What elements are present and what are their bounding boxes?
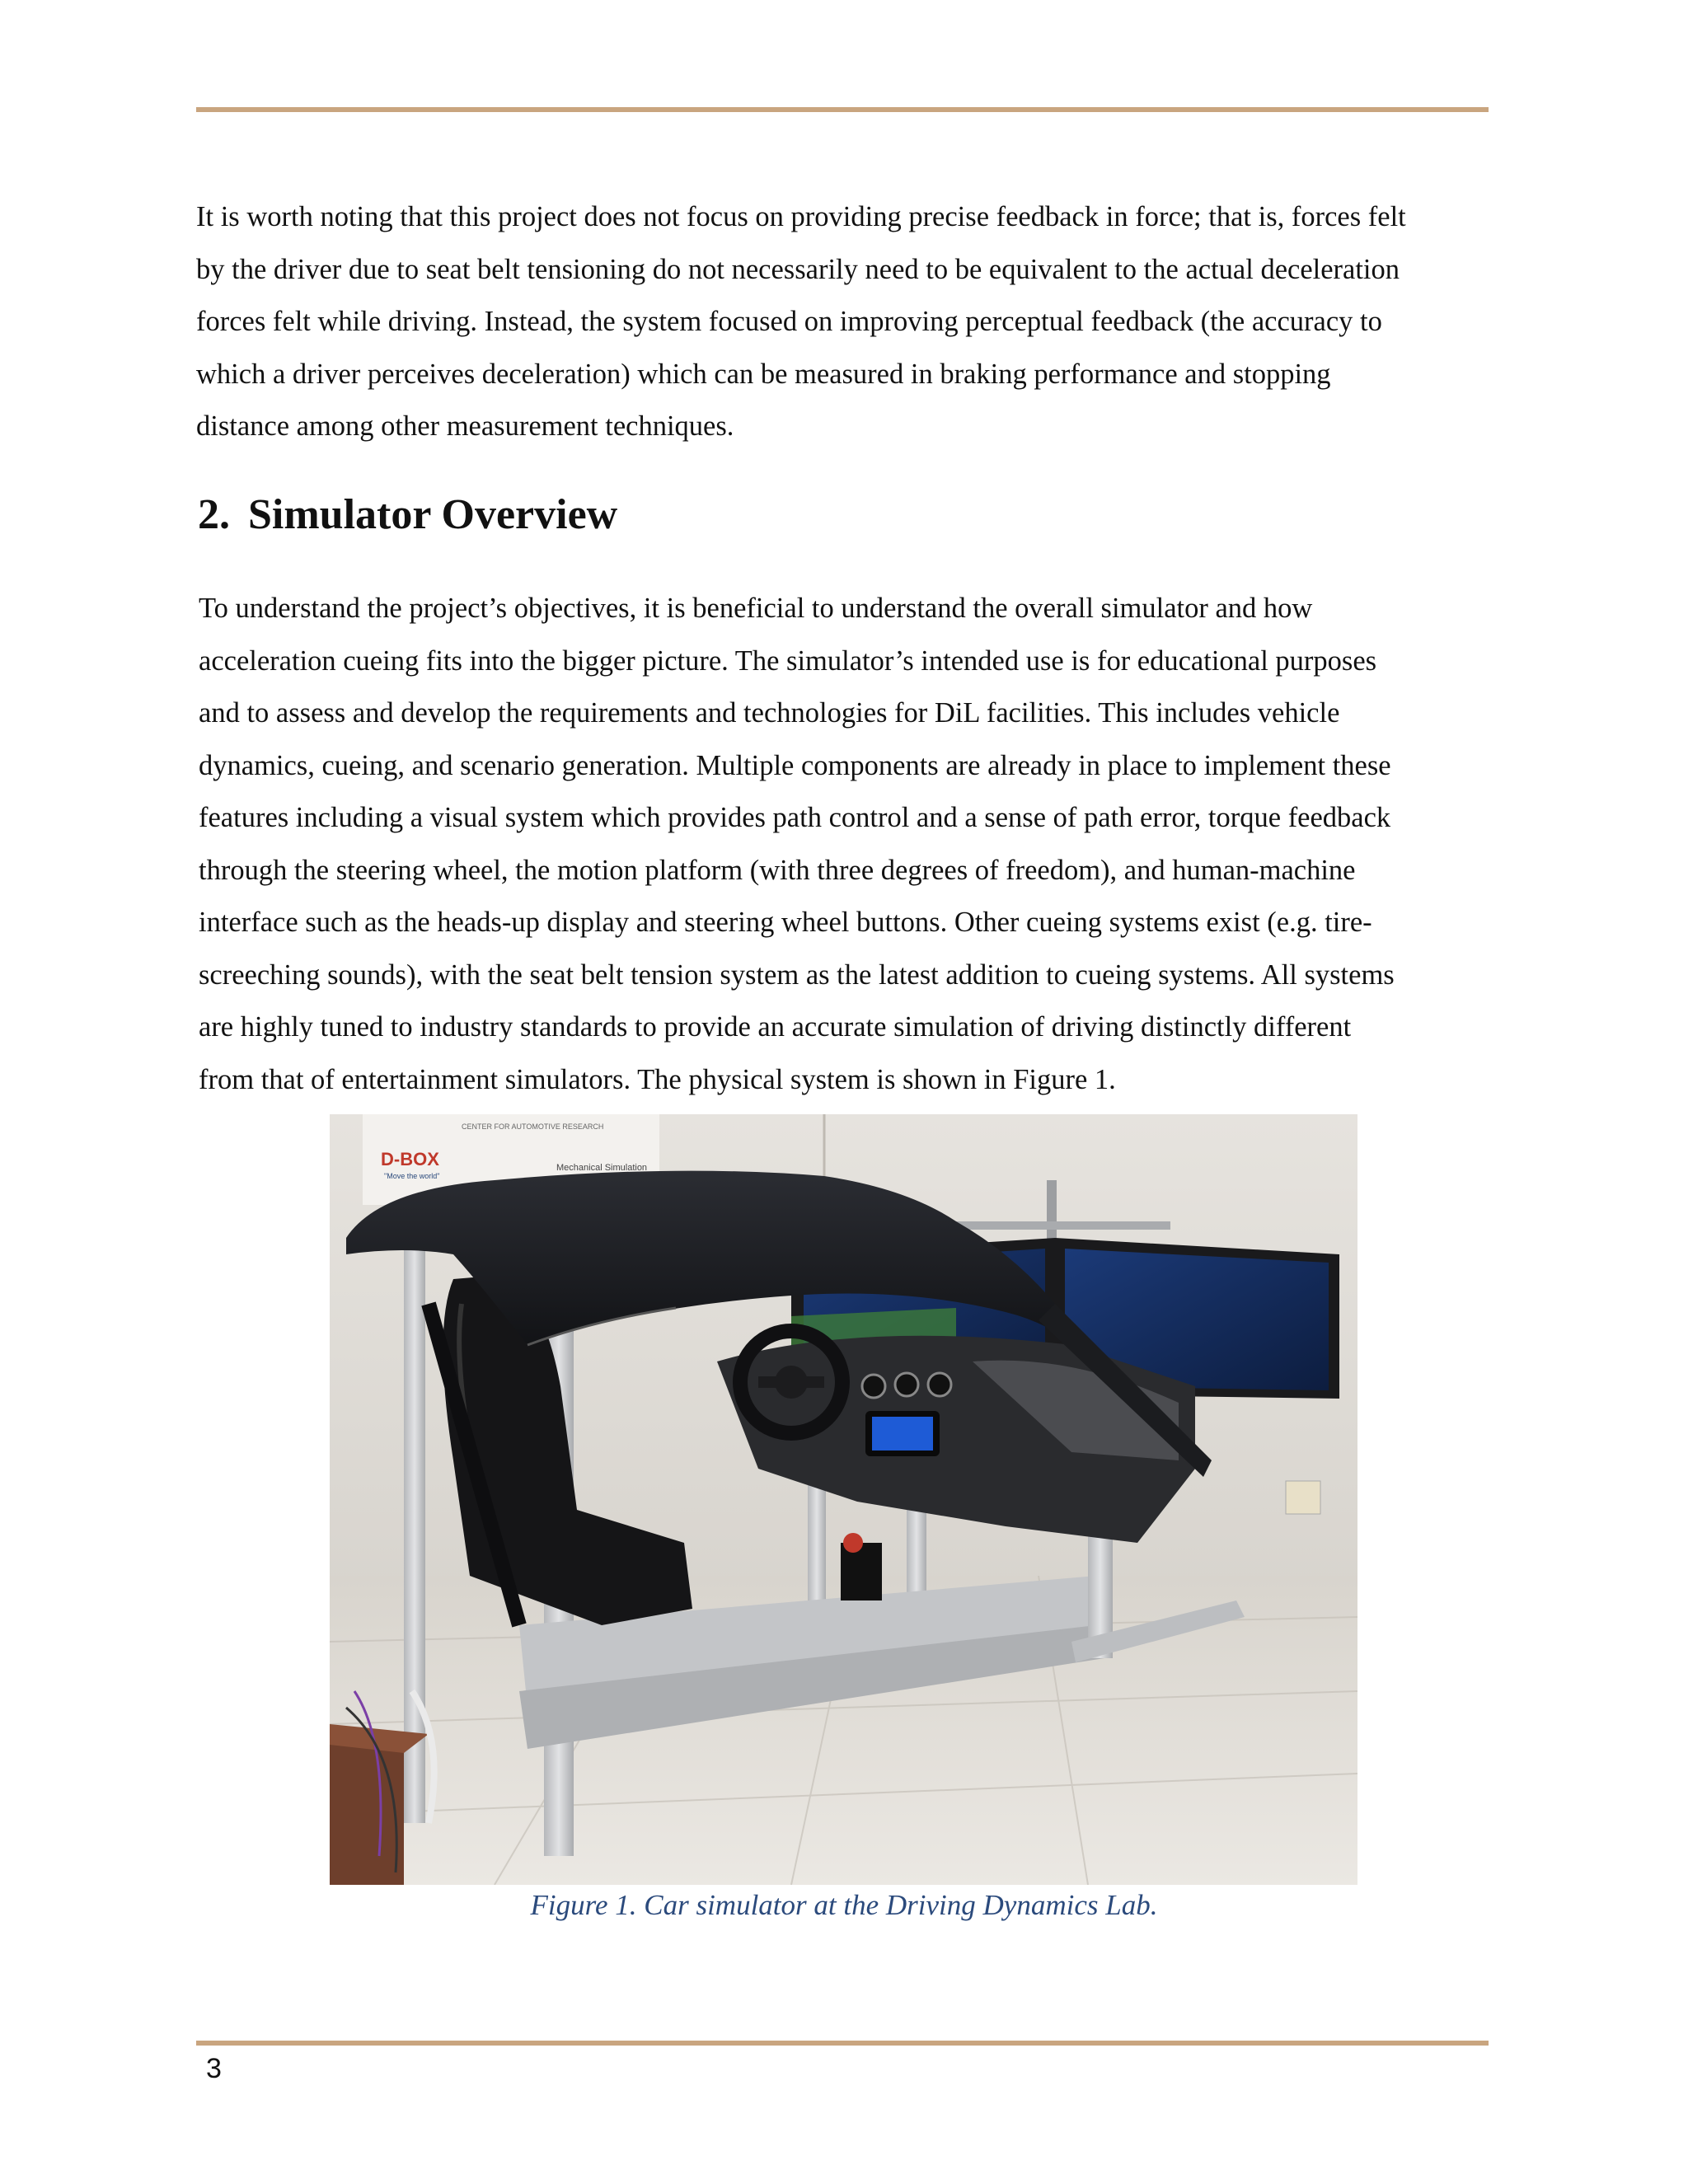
paragraph-line: by the driver due to seat belt tensioning do not necessarily need to be equivalent to the actual deceleration <box>196 253 1400 285</box>
paragraph-line: To understand the project’s objectives, it is beneficial to understand the overall simulator and how <box>199 593 1313 624</box>
paragraph-line: which a driver perceives deceleration) which can be measured in braking performance and stopping <box>196 358 1331 390</box>
poster-center-text: CENTER FOR AUTOMOTIVE RESEARCH <box>462 1122 604 1131</box>
poster-mechanical-text: Mechanical Simulation <box>556 1163 648 1173</box>
page-number: 3 <box>206 2053 222 2084</box>
paragraph-line: interface such as the heads-up display and steering wheel buttons. Other cueing systems exist (e.g. tire- <box>199 907 1372 938</box>
simulator-photo <box>330 1114 1357 1885</box>
section-heading <box>198 486 617 544</box>
paragraph-line: dynamics, cueing, and scenario generation. Multiple components are already in place to implement these <box>199 749 1391 781</box>
poster-dbox-text: D-BOX <box>381 1149 439 1169</box>
intro-paragraph <box>196 191 1490 453</box>
paragraph-line: screeching sounds), with the seat belt tension system as the latest addition to cueing systems. All systems <box>199 958 1395 991</box>
footer-rule <box>196 2041 1489 2046</box>
paragraph-line: from that of entertainment simulators. The physical system is shown in Figure 1. <box>199 1063 1116 1095</box>
section-number: 2. <box>198 491 230 538</box>
paragraph-line: through the steering wheel, the motion platform (with three degrees of freedom), and human-machine <box>199 854 1356 886</box>
paragraph-line: features including a visual system which provides path control and a sense of path error, torque feedback <box>199 802 1391 833</box>
paragraph-line: distance among other measurement techniques. <box>196 410 734 442</box>
paragraph-line: It is worth noting that this project does not focus on providing precise feedback in force; that is, forces felt <box>196 201 1406 232</box>
figure-caption: Figure 1. Car simulator at the Driving Dynamics Lab. <box>530 1889 1158 1921</box>
section-title: Simulator Overview <box>248 491 618 538</box>
poster-dbox-tagline: "Move the world" <box>384 1172 440 1180</box>
paragraph-line: acceleration cueing fits into the bigger picture. The simulator’s intended use is for educational purposes <box>199 644 1377 677</box>
paragraph-line: and to assess and develop the requirements and technologies for DiL facilities. This includes vehicle <box>199 697 1340 729</box>
header-rule <box>196 107 1489 112</box>
paragraph-line: are highly tuned to industry standards to provide an accurate simulation of driving distinctly different <box>199 1011 1352 1043</box>
paragraph-line: forces felt while driving. Instead, the system focused on improving perceptual feedback (the accuracy to <box>196 306 1382 337</box>
overview-paragraph <box>199 583 1493 1106</box>
